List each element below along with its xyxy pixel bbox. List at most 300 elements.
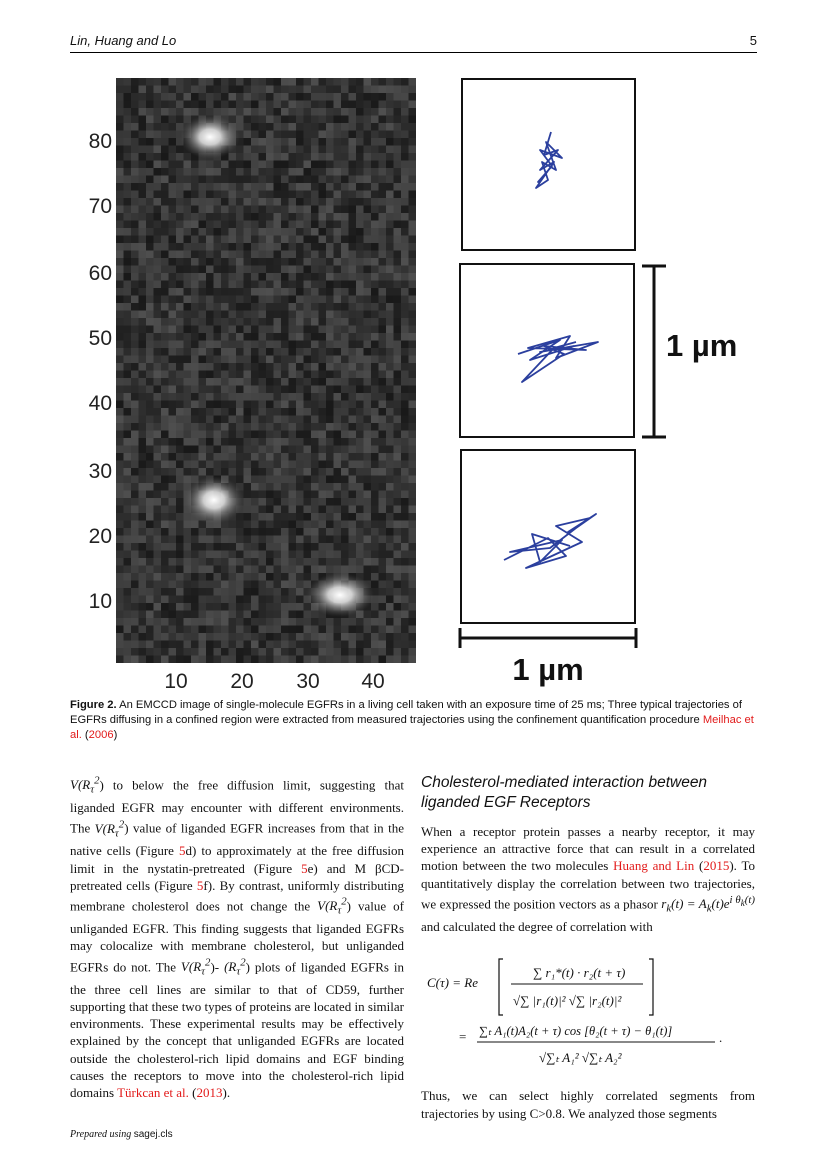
noise-pixel <box>169 528 177 536</box>
noise-pixel <box>334 288 342 296</box>
noise-pixel <box>394 78 402 86</box>
noise-pixel <box>401 573 409 581</box>
noise-pixel <box>131 266 139 274</box>
noise-pixel <box>401 626 409 634</box>
noise-pixel <box>184 228 192 236</box>
noise-pixel <box>379 251 387 259</box>
noise-pixel <box>311 348 319 356</box>
noise-pixel <box>184 521 192 529</box>
citation-year-link[interactable]: 2015 <box>703 858 730 874</box>
noise-pixel <box>221 543 229 551</box>
noise-pixel <box>131 566 139 574</box>
noise-pixel <box>124 551 132 559</box>
noise-pixel <box>356 206 364 214</box>
noise-pixel <box>409 108 417 116</box>
noise-pixel <box>356 461 364 469</box>
noise-pixel <box>296 521 304 529</box>
trajectory-panels <box>460 79 635 623</box>
noise-pixel <box>326 416 334 424</box>
noise-pixel <box>409 356 417 364</box>
noise-pixel <box>206 213 214 221</box>
noise-pixel <box>296 378 304 386</box>
noise-pixel <box>311 371 319 379</box>
noise-pixel <box>124 566 132 574</box>
noise-pixel <box>146 371 154 379</box>
noise-pixel <box>356 131 364 139</box>
noise-pixel <box>296 123 304 131</box>
noise-pixel <box>229 176 237 184</box>
noise-pixel <box>349 551 357 559</box>
noise-pixel <box>161 198 169 206</box>
noise-pixel <box>244 461 252 469</box>
noise-pixel <box>199 326 207 334</box>
noise-pixel <box>146 641 154 649</box>
noise-pixel <box>379 648 387 656</box>
noise-pixel <box>319 648 327 656</box>
noise-pixel <box>379 341 387 349</box>
noise-pixel <box>371 123 379 131</box>
noise-pixel <box>199 423 207 431</box>
noise-pixel <box>221 626 229 634</box>
noise-pixel <box>244 116 252 124</box>
noise-pixel <box>169 243 177 251</box>
noise-pixel <box>184 626 192 634</box>
noise-pixel <box>401 506 409 514</box>
noise-pixel <box>319 363 327 371</box>
noise-pixel <box>296 146 304 154</box>
noise-pixel <box>304 146 312 154</box>
noise-pixel <box>176 521 184 529</box>
figure-ref-link[interactable]: 5 <box>196 877 204 893</box>
citation-link[interactable]: Huang and Lin <box>613 858 695 874</box>
noise-pixel <box>116 423 124 431</box>
noise-pixel <box>386 206 394 214</box>
svg-text:∑ r₁*(t) · r₂(t + τ): ∑ r₁*(t) · r₂(t + τ) <box>533 965 626 981</box>
noise-pixel <box>259 86 267 94</box>
noise-pixel <box>191 596 199 604</box>
noise-pixel <box>176 176 184 184</box>
noise-pixel <box>116 483 124 491</box>
figure-ref-link[interactable]: 5 <box>179 843 186 859</box>
noise-pixel <box>116 461 124 469</box>
noise-pixel <box>259 438 267 446</box>
noise-pixel <box>221 393 229 401</box>
noise-pixel <box>386 408 394 416</box>
noise-pixel <box>191 438 199 446</box>
noise-pixel <box>116 236 124 244</box>
noise-pixel <box>349 386 357 394</box>
noise-pixel <box>311 333 319 341</box>
noise-pixel <box>236 521 244 529</box>
noise-pixel <box>139 453 147 461</box>
noise-pixel <box>274 176 282 184</box>
noise-pixel <box>176 423 184 431</box>
noise-pixel <box>341 626 349 634</box>
noise-pixel <box>274 296 282 304</box>
noise-pixel <box>409 326 417 334</box>
noise-pixel <box>296 588 304 596</box>
noise-pixel <box>221 453 229 461</box>
noise-pixel <box>229 371 237 379</box>
noise-pixel <box>371 626 379 634</box>
noise-pixel <box>214 416 222 424</box>
noise-pixel <box>326 153 334 161</box>
noise-pixel <box>146 596 154 604</box>
noise-pixel <box>214 168 222 176</box>
noise-pixel <box>311 116 319 124</box>
noise-pixel <box>161 633 169 641</box>
noise-pixel <box>244 303 252 311</box>
noise-pixel <box>274 243 282 251</box>
noise-pixel <box>394 123 402 131</box>
noise-pixel <box>334 348 342 356</box>
noise-pixel <box>124 476 132 484</box>
noise-pixel <box>161 513 169 521</box>
noise-pixel <box>409 236 417 244</box>
noise-pixel <box>169 101 177 109</box>
noise-pixel <box>364 543 372 551</box>
noise-pixel <box>206 78 214 86</box>
noise-pixel <box>401 213 409 221</box>
noise-pixel <box>379 371 387 379</box>
noise-pixel <box>124 626 132 634</box>
noise-pixel <box>191 543 199 551</box>
noise-pixel <box>116 446 124 454</box>
noise-pixel <box>131 393 139 401</box>
noise-pixel <box>191 528 199 536</box>
noise-pixel <box>199 453 207 461</box>
noise-pixel <box>131 648 139 656</box>
noise-pixel <box>296 303 304 311</box>
noise-pixel <box>386 153 394 161</box>
noise-pixel <box>116 603 124 611</box>
noise-pixel <box>154 461 162 469</box>
noise-pixel <box>191 296 199 304</box>
noise-pixel <box>266 251 274 259</box>
noise-pixel <box>319 93 327 101</box>
noise-pixel <box>139 86 147 94</box>
noise-pixel <box>349 618 357 626</box>
noise-pixel <box>161 588 169 596</box>
y-tick-label: 70 <box>88 195 112 218</box>
noise-pixel <box>221 176 229 184</box>
noise-pixel <box>266 573 274 581</box>
noise-pixel <box>289 138 297 146</box>
noise-pixel <box>131 311 139 319</box>
noise-pixel <box>124 446 132 454</box>
noise-pixel <box>124 116 132 124</box>
noise-pixel <box>236 221 244 229</box>
noise-pixel <box>199 551 207 559</box>
noise-pixel <box>341 168 349 176</box>
noise-pixel <box>161 528 169 536</box>
noise-pixel <box>319 288 327 296</box>
noise-pixel <box>139 536 147 544</box>
noise-pixel <box>131 273 139 281</box>
noise-pixel <box>154 431 162 439</box>
noise-pixel <box>341 236 349 244</box>
footer-class-file: sagej.cls <box>133 1129 173 1140</box>
noise-pixel <box>176 438 184 446</box>
noise-pixel <box>311 498 319 506</box>
noise-pixel <box>199 206 207 214</box>
noise-pixel <box>176 528 184 536</box>
noise-pixel <box>154 326 162 334</box>
noise-pixel <box>319 641 327 649</box>
noise-pixel <box>311 198 319 206</box>
noise-pixel <box>221 251 229 259</box>
noise-pixel <box>334 483 342 491</box>
noise-pixel <box>386 626 394 634</box>
noise-pixel <box>349 243 357 251</box>
noise-pixel <box>326 393 334 401</box>
noise-pixel <box>154 116 162 124</box>
noise-pixel <box>326 528 334 536</box>
noise-pixel <box>139 543 147 551</box>
noise-pixel <box>229 438 237 446</box>
noise-pixel <box>236 423 244 431</box>
noise-pixel <box>296 311 304 319</box>
noise-pixel <box>236 543 244 551</box>
noise-pixel <box>131 168 139 176</box>
citation-year-link[interactable]: 2006 <box>88 729 114 741</box>
noise-pixel <box>124 468 132 476</box>
noise-pixel <box>244 281 252 289</box>
noise-pixel <box>371 611 379 619</box>
noise-pixel <box>326 536 334 544</box>
noise-pixel <box>206 543 214 551</box>
noise-pixel <box>146 408 154 416</box>
noise-pixel <box>214 93 222 101</box>
noise-pixel <box>304 528 312 536</box>
noise-pixel <box>176 281 184 289</box>
noise-pixel <box>364 281 372 289</box>
noise-pixel <box>356 311 364 319</box>
noise-pixel <box>281 296 289 304</box>
noise-pixel <box>394 281 402 289</box>
noise-pixel <box>236 566 244 574</box>
noise-pixel <box>154 266 162 274</box>
noise-pixel <box>146 438 154 446</box>
noise-pixel <box>319 258 327 266</box>
noise-pixel <box>281 378 289 386</box>
citation-year-link[interactable]: 2013 <box>196 1084 223 1100</box>
noise-pixel <box>169 318 177 326</box>
noise-pixel <box>139 431 147 439</box>
figure-ref-link[interactable]: 5 <box>301 860 308 876</box>
noise-pixel <box>371 228 379 236</box>
noise-pixel <box>326 498 334 506</box>
noise-pixel <box>349 536 357 544</box>
noise-pixel <box>169 161 177 169</box>
noise-pixel <box>176 108 184 116</box>
noise-pixel <box>304 573 312 581</box>
noise-pixel <box>349 116 357 124</box>
noise-pixel <box>274 191 282 199</box>
noise-pixel <box>304 296 312 304</box>
noise-pixel <box>161 573 169 581</box>
noise-pixel <box>116 371 124 379</box>
noise-pixel <box>146 356 154 364</box>
noise-pixel <box>311 356 319 364</box>
noise-pixel <box>214 378 222 386</box>
noise-pixel <box>206 423 214 431</box>
noise-pixel <box>266 131 274 139</box>
noise-pixel <box>326 648 334 656</box>
noise-pixel <box>326 266 334 274</box>
noise-pixel <box>116 536 124 544</box>
noise-pixel <box>154 236 162 244</box>
noise-pixel <box>281 153 289 161</box>
noise-pixel <box>326 341 334 349</box>
body-paragraph: $V(R_\tau^2)$ to below the free diffusion limit, suggesting that liganded EGFR may encounter with different environments. The $V(R_\tau^2)$ value of liganded EGFR increases from that in the native cells (Figure 5d) to approximately at the free diffusion limit in the nystatin-pretreated (Figure 5e) and M βCD-pretreated cells (Figure 5f). By contrast, uniformly distributing membrane cholesterol does not change the $V(R_\tau^2)$ value of unliganded EGFR. This finding suggests that liganded EGFRs may colocalize with membrane cholesterol, but unliganded EGFRs do not. The $V(R_\tau^2)-$ $(R_\tau^2)$ plots of liganded EGFRs in the three cell lines are similar to that of CD59, further supporting that these two types of proteins are located in similar environments. These experimental results may be effectively explained by the concept that unliganded EGFRs are located outside the cholesterol-rich lipid domains and EGF binding causes the receptors to move into the cholesterol-rich lipid domains Türkcan et al. (2013). <box>70 775 405 1100</box>
noise-pixel <box>394 266 402 274</box>
noise-pixel <box>169 573 177 581</box>
noise-pixel <box>289 446 297 454</box>
noise-pixel <box>319 468 327 476</box>
noise-pixel <box>251 93 259 101</box>
noise-pixel <box>296 461 304 469</box>
noise-pixel <box>401 251 409 259</box>
noise-pixel <box>349 498 357 506</box>
noise-pixel <box>281 356 289 364</box>
noise-pixel <box>401 288 409 296</box>
noise-pixel <box>244 641 252 649</box>
noise-pixel <box>259 536 267 544</box>
noise-pixel <box>341 93 349 101</box>
noise-pixel <box>364 498 372 506</box>
noise-pixel <box>221 446 229 454</box>
figure-caption <box>70 698 760 743</box>
noise-pixel <box>236 318 244 326</box>
noise-pixel <box>386 521 394 529</box>
noise-pixel <box>169 506 177 514</box>
noise-pixel <box>349 266 357 274</box>
citation-link[interactable]: Meilhac et al. <box>70 714 754 741</box>
noise-pixel <box>154 108 162 116</box>
noise-pixel <box>206 618 214 626</box>
noise-pixel <box>161 543 169 551</box>
noise-pixel <box>146 476 154 484</box>
noise-pixel <box>371 288 379 296</box>
noise-pixel <box>319 78 327 86</box>
noise-pixel <box>139 371 147 379</box>
noise-pixel <box>364 311 372 319</box>
noise-pixel <box>371 491 379 499</box>
noise-pixel <box>229 266 237 274</box>
noise-pixel <box>394 641 402 649</box>
noise-pixel <box>281 348 289 356</box>
noise-pixel <box>304 566 312 574</box>
noise-pixel <box>221 183 229 191</box>
noise-pixel <box>326 198 334 206</box>
noise-pixel <box>169 206 177 214</box>
noise-pixel <box>146 461 154 469</box>
noise-pixel <box>356 168 364 176</box>
noise-pixel <box>386 266 394 274</box>
noise-pixel <box>274 333 282 341</box>
noise-pixel <box>221 611 229 619</box>
noise-pixel <box>311 491 319 499</box>
noise-pixel <box>131 296 139 304</box>
noise-pixel <box>281 648 289 656</box>
noise-pixel <box>221 551 229 559</box>
noise-pixel <box>176 393 184 401</box>
noise-pixel <box>334 633 342 641</box>
noise-pixel <box>394 506 402 514</box>
noise-pixel <box>289 228 297 236</box>
citation-link[interactable]: Türkcan et al. <box>117 1084 189 1100</box>
noise-pixel <box>394 333 402 341</box>
noise-pixel <box>364 528 372 536</box>
noise-pixel <box>304 513 312 521</box>
noise-pixel <box>251 168 259 176</box>
noise-pixel <box>349 221 357 229</box>
noise-pixel <box>146 236 154 244</box>
noise-pixel <box>266 528 274 536</box>
noise-pixel <box>394 101 402 109</box>
noise-pixel <box>161 86 169 94</box>
noise-pixel <box>394 131 402 139</box>
noise-pixel <box>259 168 267 176</box>
noise-pixel <box>139 506 147 514</box>
noise-pixel <box>169 483 177 491</box>
noise-pixel <box>199 528 207 536</box>
noise-pixel <box>281 101 289 109</box>
noise-pixel <box>214 536 222 544</box>
noise-pixel <box>379 641 387 649</box>
noise-pixel <box>319 513 327 521</box>
noise-pixel <box>371 153 379 161</box>
noise-pixel <box>274 266 282 274</box>
noise-pixel <box>116 611 124 619</box>
noise-pixel <box>251 251 259 259</box>
noise-pixel <box>154 551 162 559</box>
noise-pixel <box>364 303 372 311</box>
noise-pixel <box>281 401 289 409</box>
noise-pixel <box>304 551 312 559</box>
noise-pixel <box>326 311 334 319</box>
noise-pixel <box>409 168 417 176</box>
noise-pixel <box>289 386 297 394</box>
noise-pixel <box>341 371 349 379</box>
noise-pixel <box>154 251 162 259</box>
noise-pixel <box>199 386 207 394</box>
noise-pixel <box>289 341 297 349</box>
noise-pixel <box>319 506 327 514</box>
noise-pixel <box>379 258 387 266</box>
noise-pixel <box>304 371 312 379</box>
noise-pixel <box>169 633 177 641</box>
noise-pixel <box>236 408 244 416</box>
noise-pixel <box>251 558 259 566</box>
noise-pixel <box>206 528 214 536</box>
noise-pixel <box>176 333 184 341</box>
noise-pixel <box>131 161 139 169</box>
noise-pixel <box>334 341 342 349</box>
noise-pixel <box>356 401 364 409</box>
noise-pixel <box>116 251 124 259</box>
noise-pixel <box>259 656 267 664</box>
noise-pixel <box>386 596 394 604</box>
noise-pixel <box>116 168 124 176</box>
noise-pixel <box>394 461 402 469</box>
noise-pixel <box>379 483 387 491</box>
noise-pixel <box>356 236 364 244</box>
noise-pixel <box>251 408 259 416</box>
noise-pixel <box>154 626 162 634</box>
noise-pixel <box>259 431 267 439</box>
